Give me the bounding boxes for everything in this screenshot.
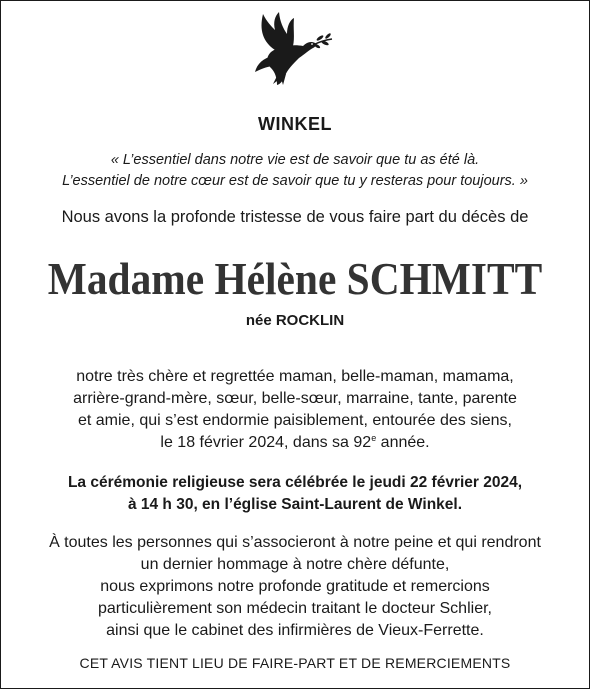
thanks-line-5: ainsi que le cabinet des infirmières de Vieux-Ferrette. [106, 622, 484, 639]
description-line-4 [0, 432, 590, 454]
closing-statement: CET AVIS TIENT LIEU DE FAIRE-PART ET DE REMERCIEMENTS [79, 655, 511, 671]
description-line-4-end: année. [376, 434, 430, 451]
dove-icon [253, 12, 333, 86]
ordinal-superscript: e [371, 433, 377, 443]
birth-name: née ROCKLIN [245, 312, 345, 329]
thanks-line-3: nous exprimons notre profonde gratitude et remercions [100, 578, 490, 595]
description-line-4-start: le 18 février 2024, dans sa 92 [160, 434, 372, 451]
quote-line-2: L’essentiel de notre cœur est de savoir que tu y resteras pour toujours. » [62, 173, 528, 189]
thanks-line-2: un dernier hommage à notre chère défunte, [140, 556, 450, 573]
deceased-name: Madame Hélène SCHMITT [47, 253, 543, 304]
description-line-3: et amie, qui s’est endormie paisiblement, entourée des siens, [77, 412, 512, 429]
town-heading: WINKEL [258, 114, 332, 134]
intro-text: Nous avons la profonde tristesse de vous faire part du décès de [61, 208, 529, 226]
description-line-2: arrière-grand-mère, sœur, belle-sœur, marraine, tante, parente [73, 390, 517, 407]
ceremony-line-1: La cérémonie religieuse sera célébrée le jeudi 22 février 2024, [67, 474, 523, 491]
description-line-1: notre très chère et regrettée maman, belle-maman, mamama, [76, 368, 514, 385]
thanks-line-1: À toutes les personnes qui s’associeront à notre peine et qui rendront [49, 534, 541, 551]
quote-line-1: « L’essentiel dans notre vie est de savoir que tu as été là. [110, 152, 480, 168]
thanks-line-4: particulièrement son médecin traitant le docteur Schlier, [98, 600, 492, 617]
ceremony-line-2: à 14 h 30, en l’église Saint-Laurent de Winkel. [127, 496, 463, 513]
